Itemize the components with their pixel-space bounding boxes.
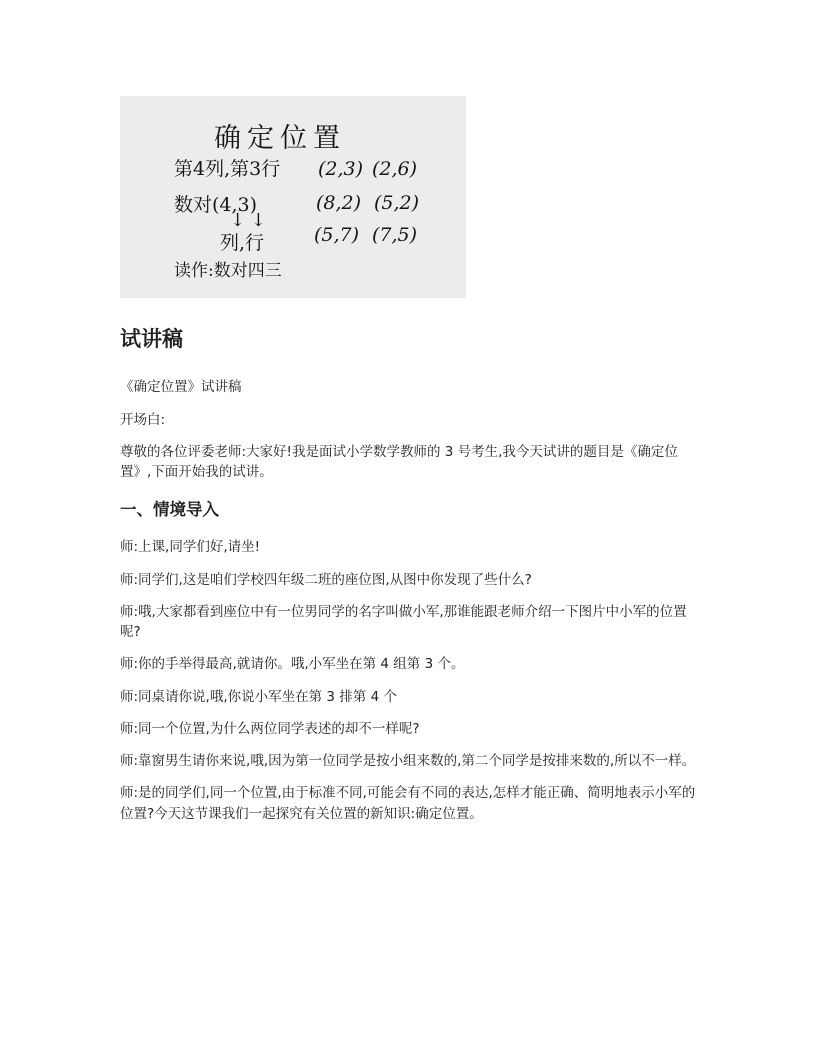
board-line-labels: 列,行 [220, 232, 265, 254]
board-line-pair: 数对(4,3) [174, 194, 258, 216]
opening-label: 开场白: [120, 411, 166, 428]
board-pair: (2,6) [372, 158, 418, 180]
dialogue-paragraph: 师:同学们,这是咱们学校四年级二班的座位图,从图中你发现了些什么? [120, 571, 532, 588]
board-reading: 读作:数对四三 [174, 261, 282, 281]
dialogue-paragraph: 师:你的手举得最高,就请你。哦,小军坐在第 4 组第 3 个。 [120, 656, 465, 673]
board-pair: (7,5) [372, 224, 418, 246]
board-line-column-row: 第4列,第3行 [174, 158, 281, 180]
board-arrows: ↓ ↓ [230, 210, 266, 231]
board-title: 确定位置 [214, 123, 346, 154]
document-page [120, 96, 700, 824]
board-pair: (5,7) [314, 224, 360, 246]
board-pair: (8,2) [316, 192, 362, 214]
document-title: 试讲稿 [120, 327, 183, 351]
section-heading: 一、情境导入 [120, 500, 219, 520]
dialogue-paragraph: 师:同一个位置,为什么两位同学表述的却不一样呢? [120, 720, 420, 737]
document-subtitle: 《确定位置》试讲稿 [120, 379, 242, 396]
blackboard-photo [120, 96, 466, 298]
board-pair: (5,2) [374, 192, 420, 214]
board-pair: (2,3) [318, 158, 364, 180]
opening-paragraph: 尊敬的各位评委老师:大家好!我是面试小学数学教师的 3 号考生,我今天试讲的题目是《确定位置》,下面开始我的试讲。 [120, 443, 678, 481]
dialogue-paragraph: 师:同桌请你说,哦,你说小军坐在第 3 排第 4 个 [120, 688, 397, 705]
dialogue-paragraph: 师:哦,大家都看到座位中有一位男同学的名字叫做小军,那谁能跟老师介绍一下图片中小军的位置呢? [120, 603, 687, 641]
dialogue-paragraph: 师:靠窗男生请你来说,哦,因为第一位同学是按小组来数的,第二个同学是按排来数的,所以不一样。 [120, 753, 696, 770]
dialogue-paragraph: 师:是的同学们,同一个位置,由于标准不同,可能会有不同的表达,怎样才能正确、简明地表示小军的位置?今天这节课我们一起探究有关位置的新知识:确定位置。 [120, 785, 696, 822]
dialogue-paragraph: 师:上课,同学们好,请坐! [120, 539, 261, 556]
